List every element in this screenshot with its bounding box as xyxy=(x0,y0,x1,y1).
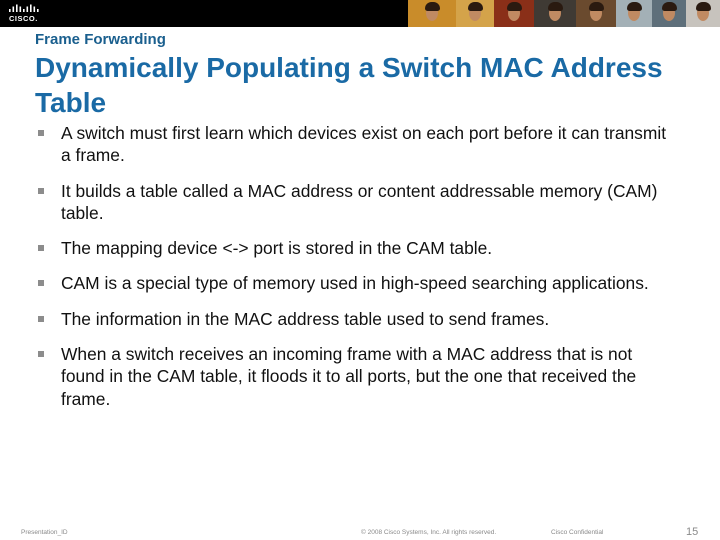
banner-photo xyxy=(652,0,686,27)
section-title: Frame Forwarding xyxy=(35,31,166,48)
bullet-item xyxy=(37,237,677,259)
cisco-logo-text: CISCO. xyxy=(9,14,38,23)
bullet-item xyxy=(37,180,677,225)
banner-photo xyxy=(686,0,720,27)
bullet-text: The information in the MAC address table used to send frames. xyxy=(61,308,550,329)
footer-presentation-id: Presentation_ID xyxy=(21,529,68,536)
person-hair xyxy=(589,2,604,11)
top-banner xyxy=(0,0,720,27)
bullet-square-icon xyxy=(38,280,44,286)
bullet-item xyxy=(37,343,677,410)
banner-photo xyxy=(456,0,494,27)
person-hair xyxy=(696,2,711,11)
footer-copyright: © 2008 Cisco Systems, Inc. All rights reserved. xyxy=(361,529,497,536)
banner-photo xyxy=(576,0,616,27)
person-hair xyxy=(507,2,522,11)
banner-photo xyxy=(616,0,652,27)
banner-photo xyxy=(534,0,576,27)
banner-photo-strip xyxy=(408,0,720,27)
person-hair xyxy=(468,2,483,11)
footer-confidential: Cisco Confidential xyxy=(551,529,604,536)
bullet-text: When a switch receives an incoming frame with a MAC address that is not found in the CAM table, it floods it to all ports, but the one that received the frame. xyxy=(61,344,637,409)
bullet-square-icon xyxy=(38,316,44,322)
banner-photo xyxy=(408,0,456,27)
bullet-item xyxy=(37,308,677,330)
slide-title: Dynamically Populating a Switch MAC Address Table xyxy=(35,52,663,118)
person-hair xyxy=(548,2,563,11)
person-hair xyxy=(425,2,440,11)
bullet-item xyxy=(37,272,677,294)
bullet-text: It builds a table called a MAC address or content addressable memory (CAM) table. xyxy=(61,180,658,223)
bullet-item xyxy=(37,122,677,167)
bullet-square-icon xyxy=(38,130,44,136)
bullet-text: A switch must first learn which devices exist on each port before it can transmit a frame. xyxy=(61,123,667,166)
bullet-square-icon xyxy=(38,245,44,251)
bullet-text: The mapping device <-> port is stored in the CAM table. xyxy=(61,238,493,259)
bullet-square-icon xyxy=(38,351,44,357)
cisco-logo-icon xyxy=(9,4,41,13)
person-hair xyxy=(662,2,677,11)
person-hair xyxy=(627,2,642,11)
banner-photo xyxy=(494,0,534,27)
bullet-square-icon xyxy=(38,188,44,194)
bullet-list xyxy=(37,122,677,423)
cisco-logo xyxy=(9,4,41,22)
bullet-text: CAM is a special type of memory used in high-speed searching applications. xyxy=(61,273,649,294)
page-number: 15 xyxy=(686,526,699,538)
